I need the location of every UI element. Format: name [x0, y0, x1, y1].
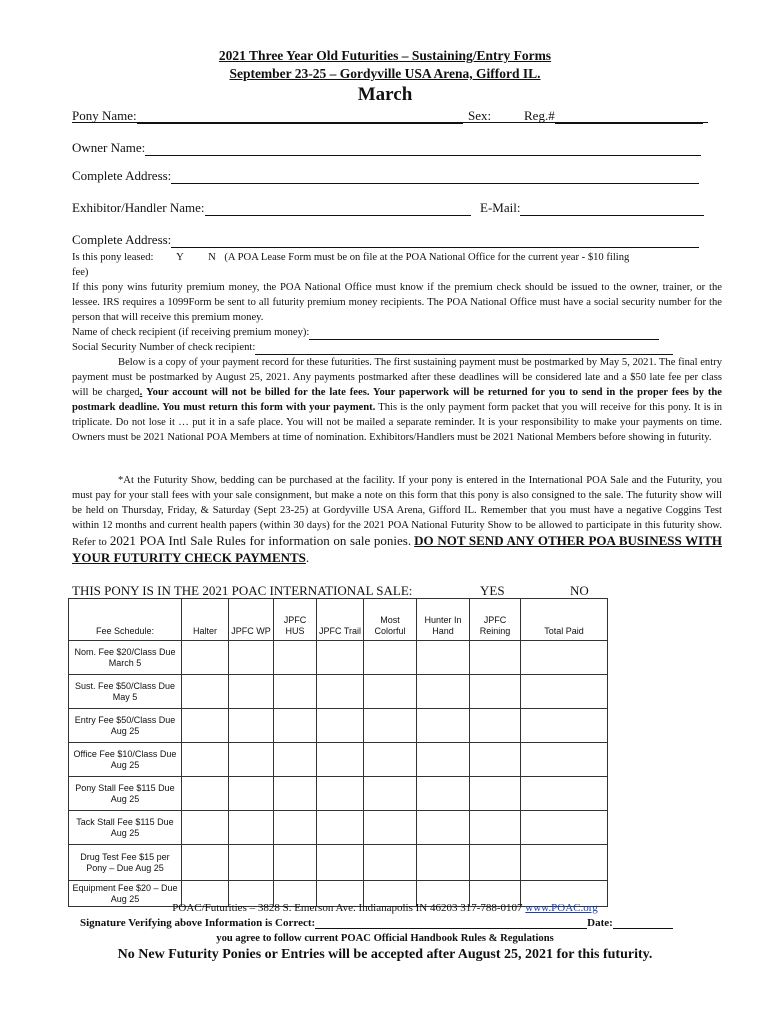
- show-text: *At the Futurity Show, bedding can be purchased at the facility. If your pony is entered in the International POA Sale and the Futurity, you must pay for your stall fees with your sale consignment, but make a note on this form that this pony is also consigned to the sale. The futurity show will be held on Thursday, Friday, & Saturday (Sept 23-25) at Gordyville USA Arena, Gifford IL. Remember that you must have a negative Coggins Test within 12 months and current health papers (within 30 days) for the 2021 POA National Futurity Show to be allowed to participate in this futurity show. Refer to: [72, 475, 722, 548]
- sale-yes-option[interactable]: YES: [480, 583, 505, 598]
- fee-cell[interactable]: [521, 845, 608, 881]
- address2-label: Complete Address:: [72, 232, 172, 247]
- fee-cell[interactable]: [317, 675, 364, 709]
- form-title: 2021 Three Year Old Futurities – Sustaining/Entry Forms: [218, 48, 552, 63]
- header-jpfc-reining: JPFC Reining: [470, 599, 521, 641]
- signature-field[interactable]: [315, 917, 587, 929]
- address2-field[interactable]: [171, 235, 699, 248]
- address-field[interactable]: [171, 171, 699, 184]
- fee-cell[interactable]: [274, 675, 317, 709]
- premium-paragraph: If this pony wins futurity premium money, the POA National Office must know if the premium check should be issued to the owner, trainer, or the lessee. IRS requires a 1099Form be sent to all futurity premium money recipients. The POA National Office must have a social security number for the person that will receive this premium money.: [72, 282, 722, 323]
- email-row: [480, 200, 704, 216]
- table-row: [69, 811, 608, 845]
- futurity-show-paragraph: *At the Futurity Show, bedding can be purchased at the facility. If your pony is entered in the International POA Sale and the Futurity, you must pay for your stall fees with your sale consignment, but make a note on this form that this pony is also consigned to the sale. The futurity show will be held on Thursday, Friday, & Saturday (Sept 23-25) at Gordyville USA Arena, Gifford IL. Remember that you must have a negative Coggins Test within 12 months and current health papers (within 30 days) for the 2021 POA National Futurity Show to be allowed to participate in this futurity show. Refer to 2021 POA Intl Sale Rules for information on sale ponies. DO NOT SEND ANY OTHER POA BUSINESS WITH YOUR FUTURITY CHECK PAYMENTS.: [72, 475, 722, 565]
- row-label: Entry Fee $50/Class Due Aug 25: [69, 709, 182, 743]
- fee-cell[interactable]: [317, 743, 364, 777]
- lease-question: Is this pony leased:: [72, 252, 154, 263]
- fee-cell[interactable]: [364, 675, 417, 709]
- fee-cell[interactable]: [470, 743, 521, 777]
- exhibitor-row: [72, 200, 471, 216]
- table-row: [69, 845, 608, 881]
- fee-cell[interactable]: [229, 709, 274, 743]
- fee-cell[interactable]: [182, 641, 229, 675]
- row-label: Pony Stall Fee $115 Due Aug 25: [69, 777, 182, 811]
- fee-cell[interactable]: [274, 743, 317, 777]
- table-row: [69, 675, 608, 709]
- address-row: [72, 168, 699, 184]
- date-label: Date:: [587, 917, 613, 929]
- payment-record-paragraph: Below is a copy of your payment record for these futurities. The first sustaining payment must be postmarked by May 5, 2021. The final entry payment must be postmarked by August 25, 2021. Any payments postmarked after these deadlines will be considered late and a $50 late fee per class will be charged. Your account will not be billed for the late fees. Your paperwork will be returned for you to send in the proper fees by the postmark deadline. You must return this form with your payment. This is the only payment form packet that you will receive for this pony. It is in triplicate. Do not lose it … put it in a safe place. You will not be mailed a separate reminder. It is your responsibility to make your payments on time. Owners must be 2021 National POA Members at time of nomination. Exhibitors/Handlers must be 2021 National Members before showing in futurity.: [72, 357, 723, 443]
- fee-cell[interactable]: [364, 709, 417, 743]
- table-header-row: [69, 599, 608, 641]
- record-text: Below is a copy of your payment record for these futurities. The first sustaining payment must be postmarked by May 5, 2021. The final entry payment must be postmarked by August 25, 2021. Any payments postmarked after these deadlines will be considered late and a $50 late fee per class will be charged: [72, 357, 722, 398]
- header-halter: Halter: [182, 599, 229, 641]
- table-row: [69, 743, 608, 777]
- pony-name-underline: [72, 122, 708, 123]
- lease-note: (A POA Lease Form must be on file at the POA National Office for the current year - $10 filing: [224, 252, 630, 263]
- owner-name-row: [72, 140, 701, 156]
- ssn-field[interactable]: [255, 343, 673, 355]
- fee-cell[interactable]: [182, 743, 229, 777]
- fee-cell[interactable]: [229, 641, 274, 675]
- fee-cell[interactable]: [317, 777, 364, 811]
- fee-cell[interactable]: [274, 845, 317, 881]
- fee-cell[interactable]: [364, 641, 417, 675]
- fee-cell[interactable]: [521, 743, 608, 777]
- fee-cell[interactable]: [229, 845, 274, 881]
- owner-name-field[interactable]: [145, 143, 701, 156]
- header-jpfc-hus: JPFC HUS: [274, 599, 317, 641]
- fee-cell[interactable]: [521, 811, 608, 845]
- address2-row: [72, 232, 699, 248]
- agree-text: you agree to follow current POAC Official Handbook Rules & Regulations: [216, 933, 554, 944]
- ssn-label: Social Security Number of check recipient:: [72, 342, 256, 353]
- fee-cell[interactable]: [229, 811, 274, 845]
- date-field[interactable]: [613, 917, 673, 929]
- month-heading: March: [357, 84, 413, 105]
- row-label: Office Fee $10/Class Due Aug 25: [69, 743, 182, 777]
- fee-cell[interactable]: [417, 675, 470, 709]
- fee-cell[interactable]: [182, 777, 229, 811]
- fee-cell[interactable]: [364, 845, 417, 881]
- lease-note-cont: fee): [72, 267, 89, 278]
- pony-name-label: Pony Name:: [72, 108, 137, 123]
- header-most-colorful: Most Colorful: [364, 599, 417, 641]
- fee-cell[interactable]: [274, 709, 317, 743]
- fee-cell[interactable]: [417, 777, 470, 811]
- fee-cell[interactable]: [417, 709, 470, 743]
- owner-name-label: Owner Name:: [72, 140, 146, 155]
- fee-cell[interactable]: [521, 641, 608, 675]
- exhibitor-field[interactable]: [205, 203, 471, 216]
- form-subtitle: September 23-25 – Gordyville USA Arena, Gifford IL.: [229, 66, 541, 81]
- fee-cell[interactable]: [417, 845, 470, 881]
- recipient-field[interactable]: [309, 328, 659, 340]
- exhibitor-label: Exhibitor/Handler Name:: [72, 200, 205, 215]
- fee-cell[interactable]: [182, 709, 229, 743]
- fee-cell[interactable]: [182, 675, 229, 709]
- header-jpfc-wp: JPFC WP: [229, 599, 274, 641]
- fee-cell[interactable]: [317, 845, 364, 881]
- fee-cell[interactable]: [521, 709, 608, 743]
- fee-cell[interactable]: [229, 675, 274, 709]
- fee-cell[interactable]: [274, 777, 317, 811]
- header-total-paid: Total Paid: [521, 599, 608, 641]
- fee-cell[interactable]: [417, 743, 470, 777]
- record-bold-text: Your account will not be billed for the late fees. Your paperwork will be returned for you to send in the proper fees by the postmark deadline. You must return this form with your payment.: [72, 387, 722, 413]
- sex-label: Sex:: [468, 108, 492, 123]
- row-label: Tack Stall Fee $115 Due Aug 25: [69, 811, 182, 845]
- fee-cell[interactable]: [317, 641, 364, 675]
- fee-cell[interactable]: [470, 641, 521, 675]
- ssn-row: [72, 340, 673, 355]
- fee-cell[interactable]: [229, 777, 274, 811]
- address-footer: [0, 902, 770, 914]
- fee-cell[interactable]: [417, 811, 470, 845]
- row-label: Equipment Fee $20 – Due Aug 25: [69, 881, 182, 907]
- email-label: E-Mail:: [480, 200, 521, 215]
- fee-cell[interactable]: [417, 641, 470, 675]
- fee-cell[interactable]: [274, 811, 317, 845]
- fee-cell[interactable]: [364, 777, 417, 811]
- reg-label: Reg.#: [524, 108, 555, 123]
- fee-cell[interactable]: [229, 743, 274, 777]
- lease-line: [72, 250, 722, 265]
- header-jpfc-trail: JPFC Trail: [317, 599, 364, 641]
- header-hunter-in-hand: Hunter In Hand: [417, 599, 470, 641]
- fee-cell[interactable]: [182, 845, 229, 881]
- record-end-text: This is the only payment form packet that you will receive for this pony. It is in triplicate. Do not lose it … put it in a safe place. You will not be mailed a separate reminder. It is your responsibility to make your payments on time. Owners must be 2021 National POA Members at time of nomination. Exhibitors/Handlers must be 2021 National Members before showing in futurity.: [72, 402, 723, 443]
- header-fee-schedule: Fee Schedule:: [69, 599, 182, 641]
- fee-cell[interactable]: [317, 709, 364, 743]
- table-row: [69, 709, 608, 743]
- fee-cell[interactable]: [470, 675, 521, 709]
- table-row: [69, 641, 608, 675]
- fee-cell[interactable]: [470, 777, 521, 811]
- fee-schedule-table: [68, 598, 608, 907]
- fee-cell[interactable]: [521, 777, 608, 811]
- fee-cell[interactable]: [182, 811, 229, 845]
- row-label: Drug Test Fee $15 per Pony – Due Aug 25: [69, 845, 182, 881]
- recipient-row: [72, 325, 659, 340]
- poac-address: POAC/Futurities – 3828 S. Emerson Ave. Indianapolis IN 46203 317-788-0107: [172, 902, 523, 914]
- row-label: Sust. Fee $50/Class Due May 5: [69, 675, 182, 709]
- sale-rules-text: 2021 POA Intl Sale Rules for information on sale ponies.: [109, 533, 412, 548]
- signature-label: Signature Verifying above Information is Correct:: [80, 917, 316, 929]
- fee-cell[interactable]: [470, 811, 521, 845]
- no-other-business-notice: DO NOT SEND ANY OTHER POA BUSINESS WITH YOUR FUTURITY CHECK PAYMENTS: [72, 533, 722, 565]
- row-label: Nom. Fee $20/Class Due March 5: [69, 641, 182, 675]
- sale-question: THIS PONY IS IN THE 2021 POAC INTERNATIONAL SALE:: [72, 583, 413, 598]
- website-link[interactable]: www.POAC.org: [525, 902, 598, 914]
- lease-yes-option[interactable]: Y: [176, 252, 184, 263]
- fee-cell[interactable]: [470, 845, 521, 881]
- recipient-label: Name of check recipient (if receiving premium money):: [72, 327, 310, 338]
- table-row: [69, 777, 608, 811]
- fee-cell[interactable]: [317, 811, 364, 845]
- sale-no-option[interactable]: NO: [570, 583, 589, 598]
- address-label: Complete Address:: [72, 168, 172, 183]
- fee-cell[interactable]: [274, 641, 317, 675]
- fee-cell[interactable]: [521, 675, 608, 709]
- signature-row: [80, 917, 673, 929]
- fee-cell[interactable]: [364, 811, 417, 845]
- lease-no-option[interactable]: N: [208, 252, 216, 263]
- email-field[interactable]: [520, 203, 704, 216]
- no-new-entries-notice: No New Futurity Ponies or Entries will be accepted after August 25, 2021 for this futurity.: [117, 947, 653, 962]
- fee-cell[interactable]: [470, 709, 521, 743]
- fee-cell[interactable]: [364, 743, 417, 777]
